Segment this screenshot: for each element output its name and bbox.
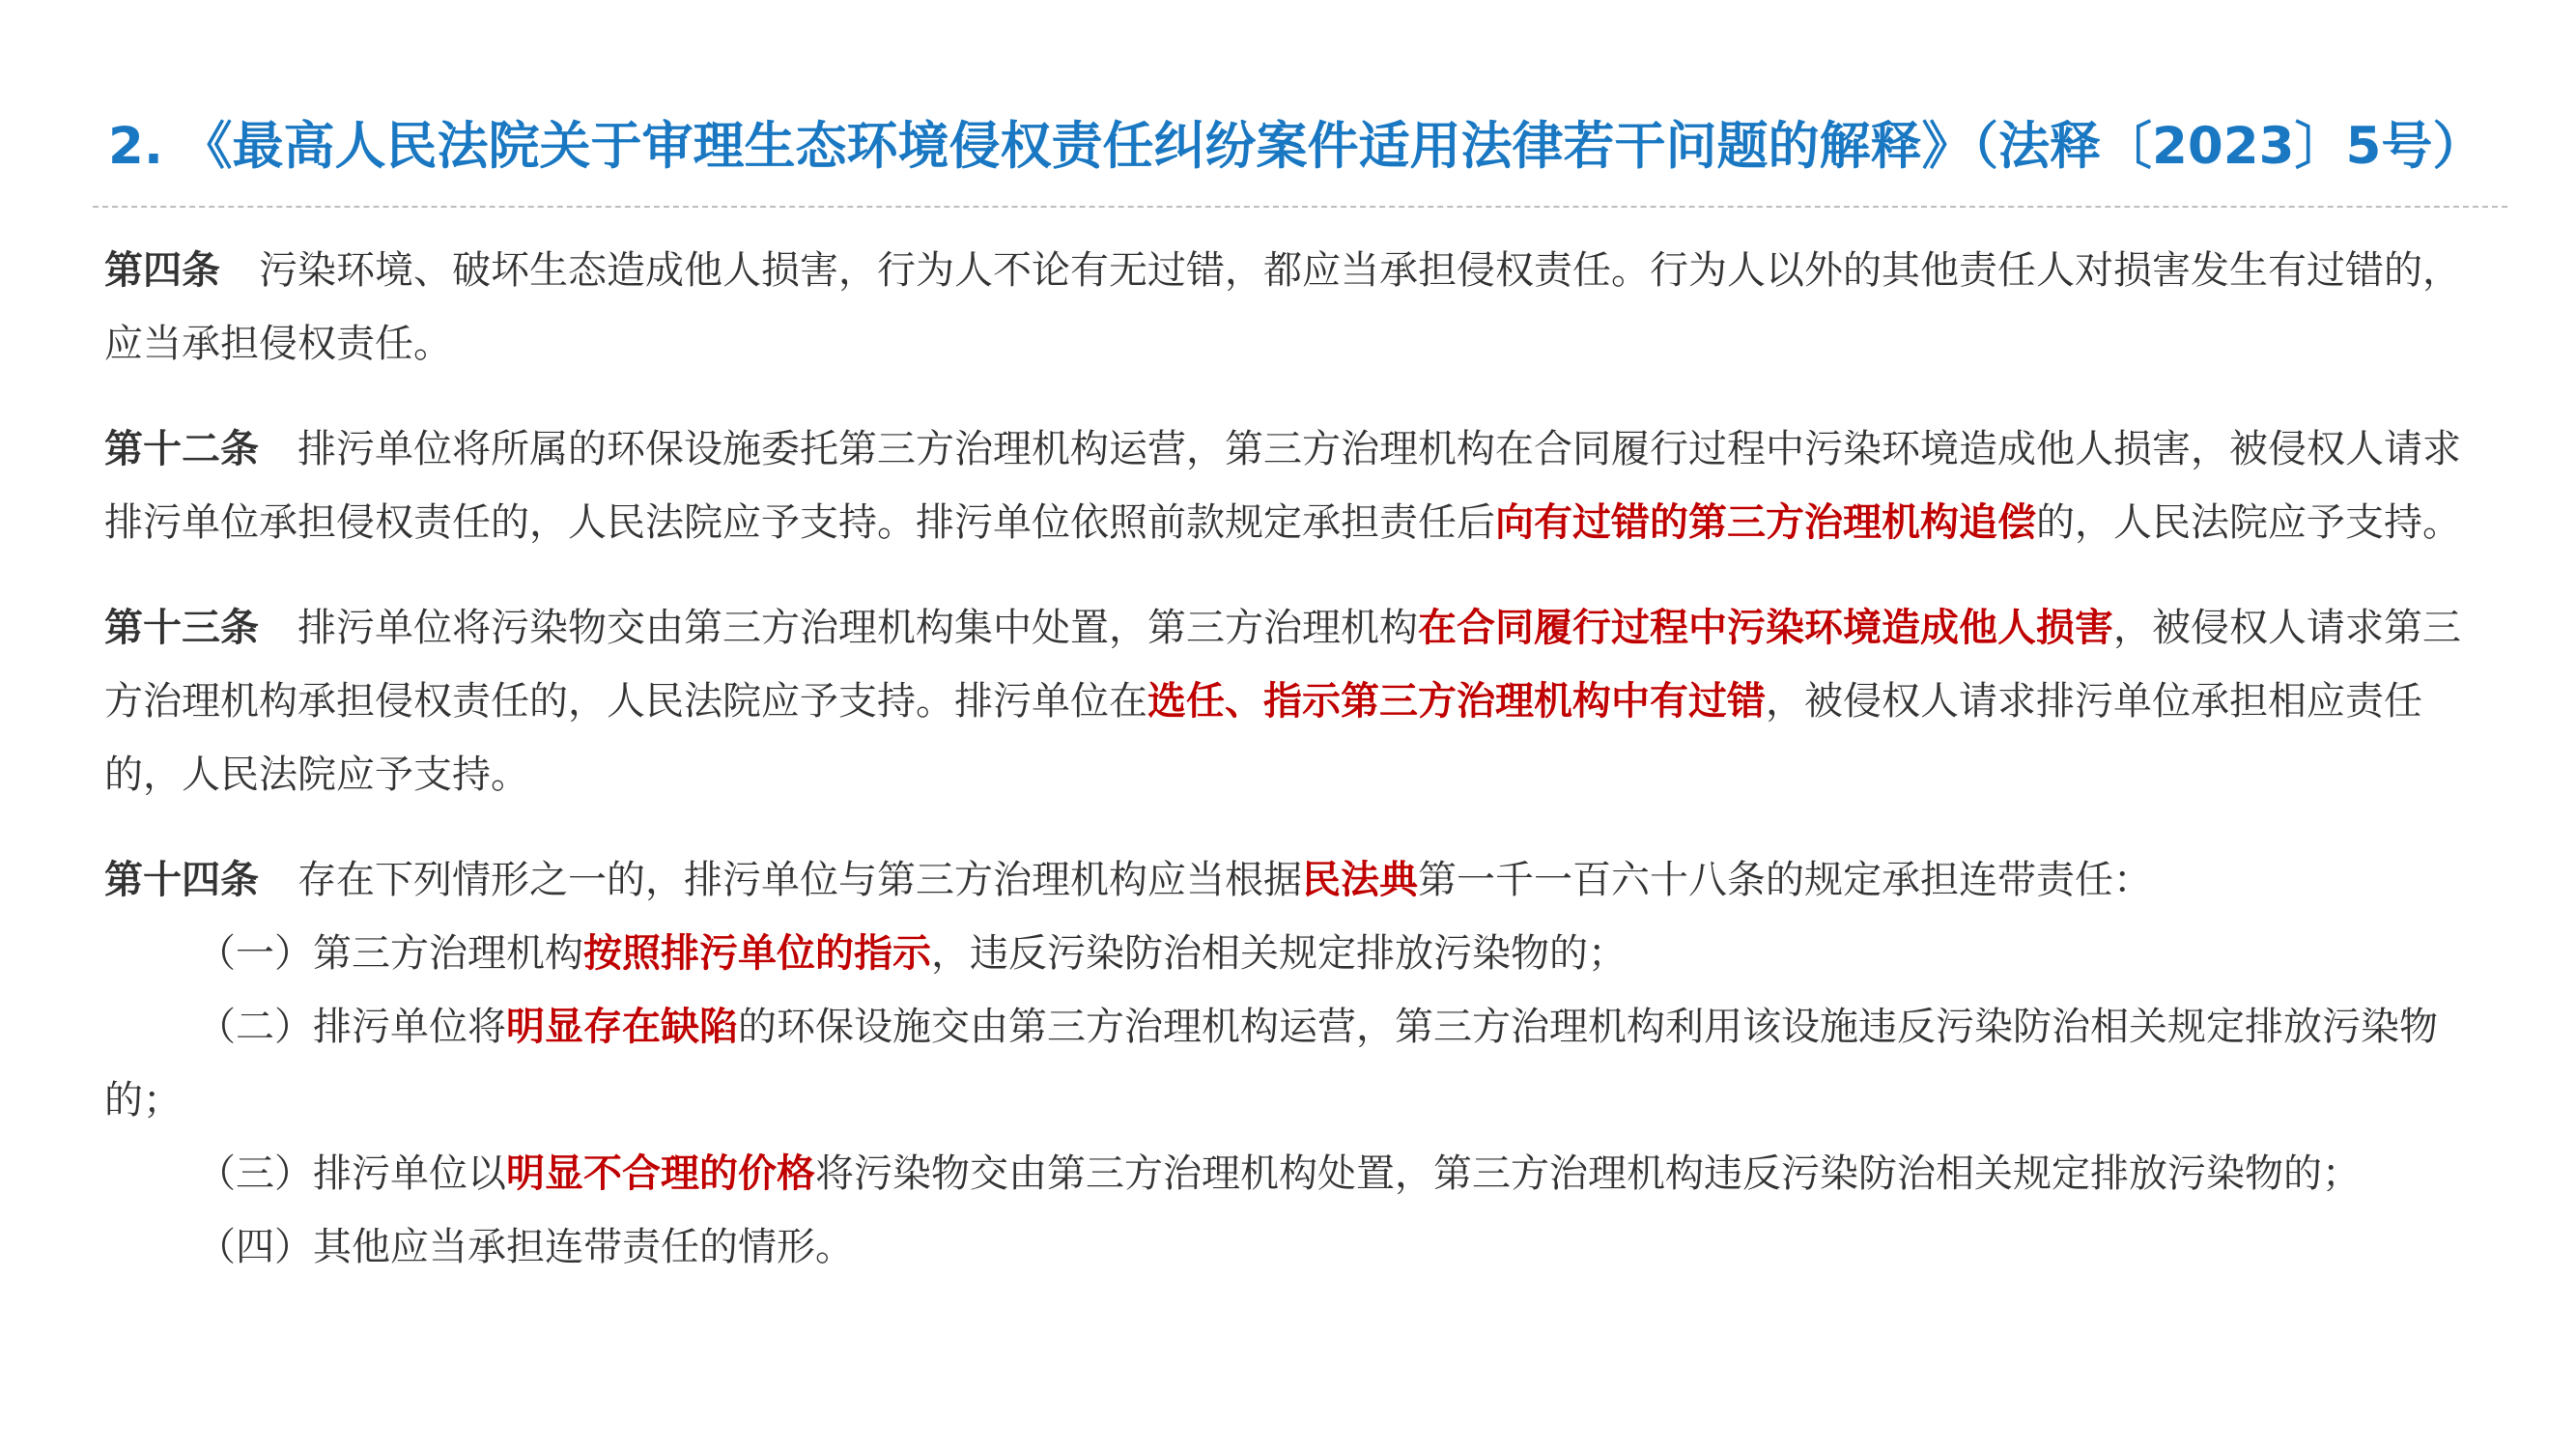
article-12 [104,412,2473,559]
item-2-highlight: 明显存在缺陷 [506,1005,738,1049]
article-14-item-2 [104,990,2473,1137]
item-1-highlight: 按照排污单位的指示 [583,931,931,976]
item-1-text-2: ，违反污染防治相关规定排放污染物的； [931,931,1627,976]
item-2-text-2: 的环保设施交由第三方治理机构运营，第三方治理机构利用该设施违反污染防治相关规定排放污染物的； [104,1005,2438,1122]
item-3-highlight: 明显不合理的价格 [506,1151,815,1196]
article-14 [104,843,2473,917]
article-13-text-2: ，被侵权人请求第三方治理机构承担侵权责任的，人民法院应予支持。排污单位在 [104,606,2461,724]
article-12-text-2: 的，人民法院应予支持。 [2036,500,2461,545]
article-12-text-1: 排污单位将所属的环保设施委托第三方治理机构运营，第三方治理机构在合同履行过程中污染环境造成他人损害，被侵权人请求排污单位承担侵权责任的，人民法院应予支持。排污单位依照前款规定承担责任后 [104,427,2461,545]
document-body [104,234,2473,1284]
item-4-text-1: （四）其他应当承担连带责任的情形。 [197,1225,854,1269]
article-4-text: 污染环境、破坏生态造成他人损害，行为人不论有无过错，都应当承担侵权责任。行为人以外的其他责任人对损害发生有过错的，应当承担侵权责任。 [104,248,2461,366]
article-13-label: 第十三条 [104,606,259,650]
article-14-text-2: 第一千一百六十八条的规定承担连带责任： [1418,858,2152,902]
article-4-label: 第四条 [104,248,220,293]
item-2-text-1: （二）排污单位将 [197,1005,506,1049]
article-12-label: 第十二条 [104,427,259,471]
article-14-item-1 [104,917,2473,990]
article-13-highlight-1: 在合同履行过程中污染环境造成他人损害 [1418,606,2113,650]
page-title: 2. 《最高人民法院关于审理生态环境侵权责任纠纷案件适用法律若干问题的解释》（法释〔2023〕5号） [108,117,2484,176]
article-13-text-1: 排污单位将污染物交由第三方治理机构集中处置，第三方治理机构 [297,606,1418,650]
article-14-item-3 [104,1137,2473,1210]
item-1-text-1: （一）第三方治理机构 [197,931,583,976]
article-12-highlight-1: 向有过错的第三方治理机构追偿 [1495,500,2036,545]
title-divider [93,206,2507,208]
article-4 [104,234,2473,381]
article-14-label: 第十四条 [104,858,259,902]
article-13-text-3: ，被侵权人请求排污单位承担相应责任的，人民法院应予支持。 [104,679,2422,797]
article-13 [104,591,2473,811]
article-13-highlight-2: 选任、指示第三方治理机构中有过错 [1147,679,1766,724]
article-14-text-1: 存在下列情形之一的，排污单位与第三方治理机构应当根据 [297,858,1302,902]
article-14-item-4 [104,1210,2473,1284]
article-14-highlight-1: 民法典 [1302,858,1418,902]
item-3-text-2: 将污染物交由第三方治理机构处置，第三方治理机构违反污染防治相关规定排放污染物的； [815,1151,2361,1196]
item-3-text-1: （三）排污单位以 [197,1151,506,1196]
